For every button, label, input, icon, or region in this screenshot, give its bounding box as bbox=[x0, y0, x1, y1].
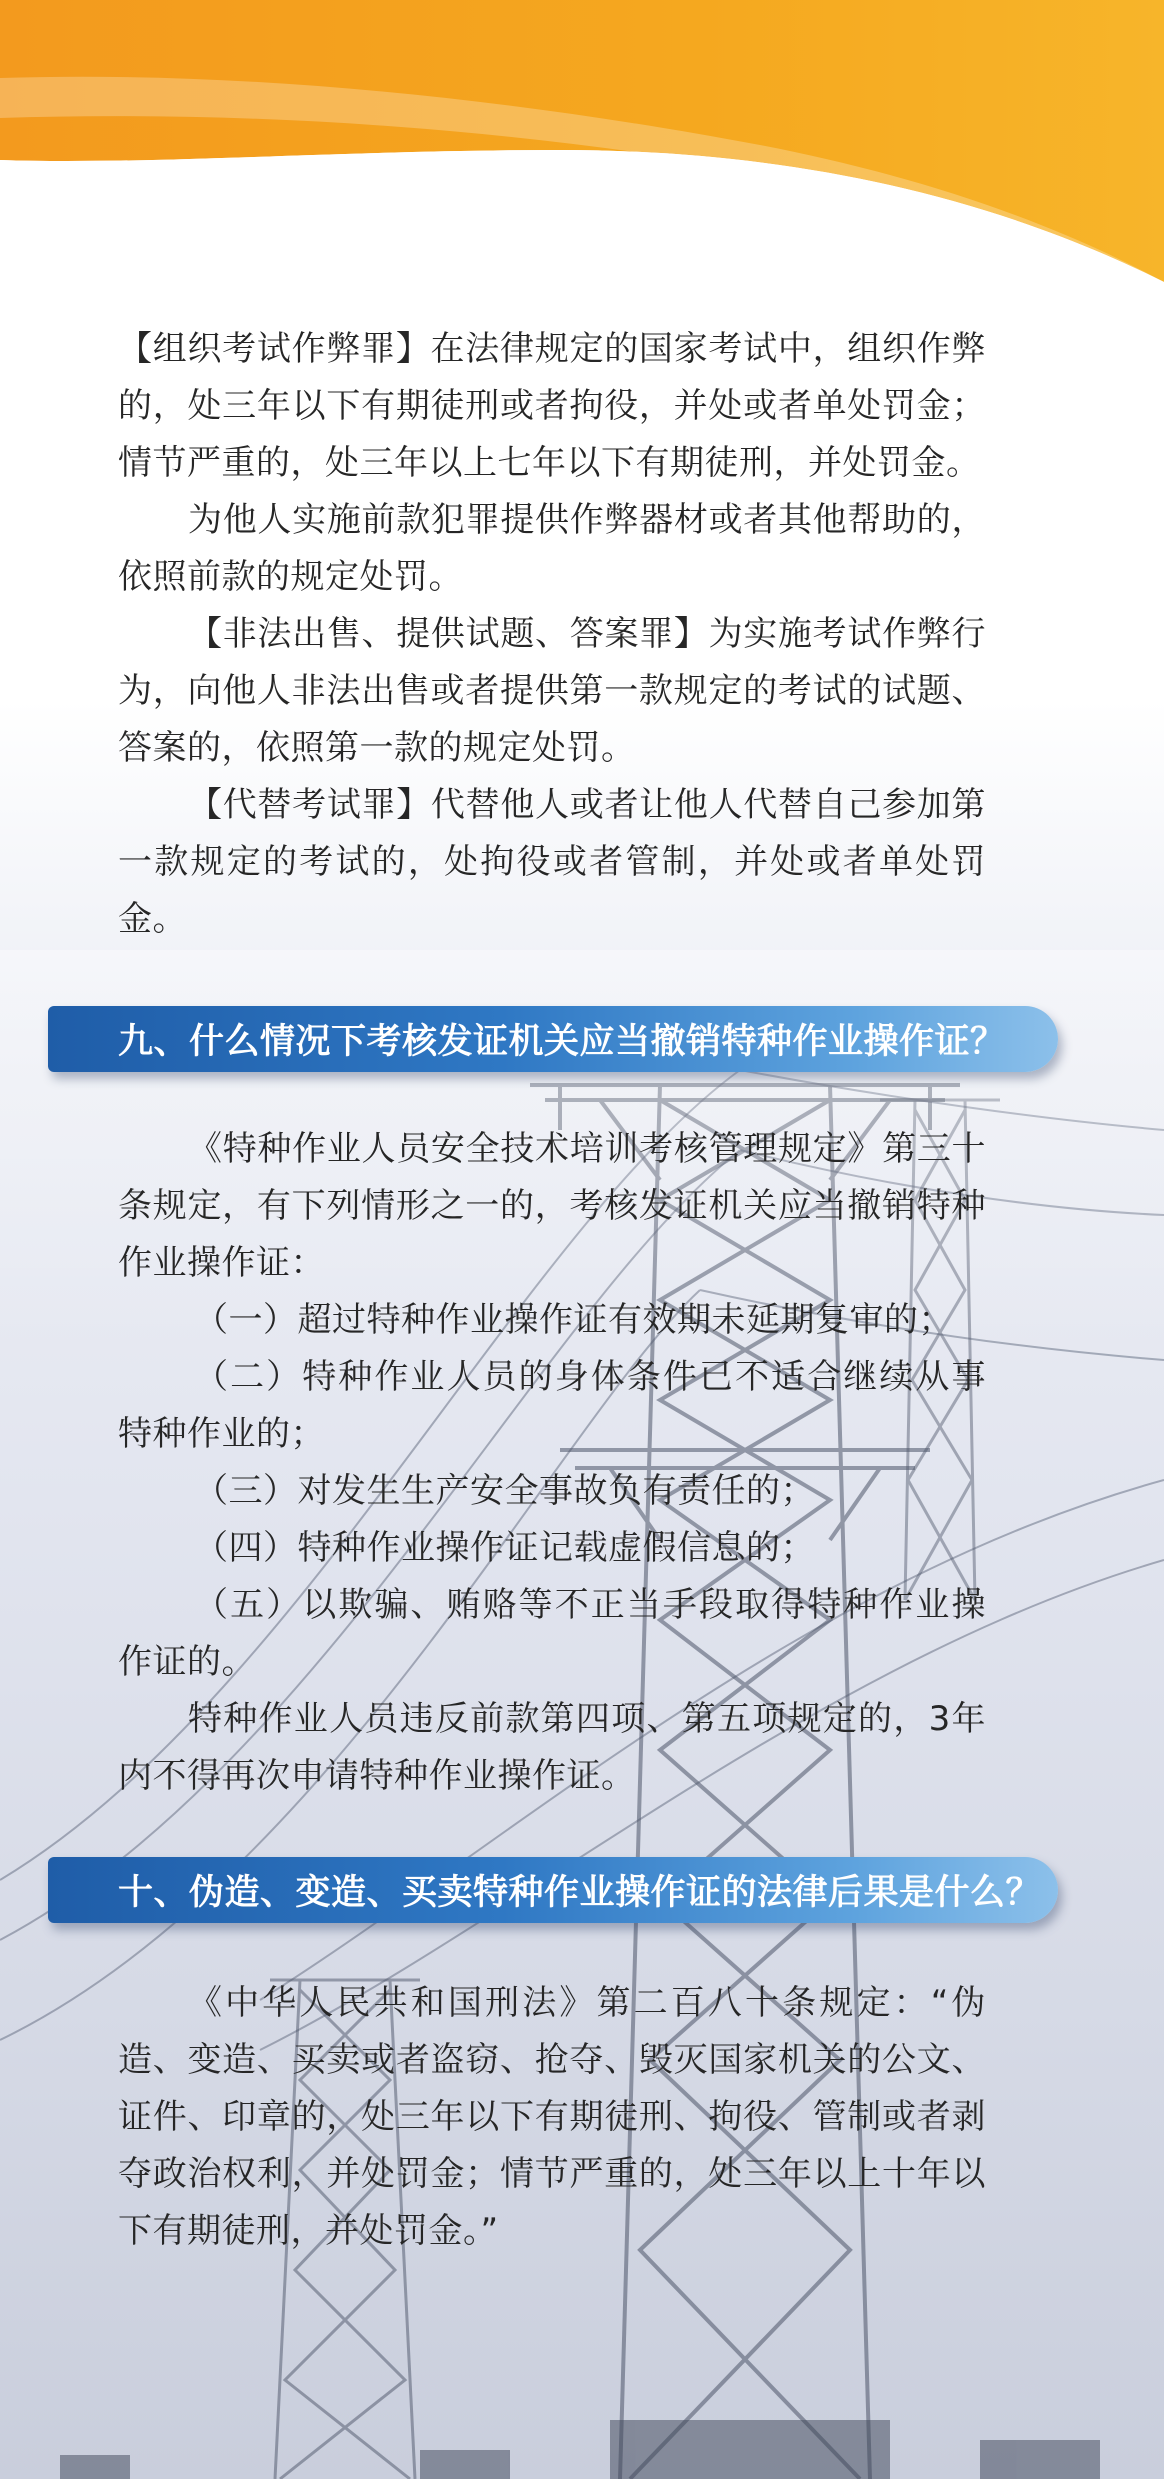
section-10-title: 十、伪造、变造、买卖特种作业操作证的法律后果是什么？ bbox=[118, 1873, 1042, 1913]
paragraph-sell-answers: 【非法出售、提供试题、答案罪】为实施考试作弊行为，向他人非法出售或者提供第一款规定的考试的试题、答案的，依照第一款的规定处罚。 bbox=[118, 614, 986, 768]
section-10-paragraph: 《中华人民共和国刑法》第二百八十条规定：“伪造、变造、买卖或者盗窃、抢夺、毁灭国家机关的公文、证件、印章的，处三年以下有期徒刑、拘役、管制或者剥夺政治权利，并处罚金；情节严重的，处三年以上十年以下有期徒刑，并处罚金。” bbox=[118, 1983, 986, 2251]
section-9-item-5: （五）以欺骗、贿赂等不正当手段取得特种作业操作证的。 bbox=[118, 1585, 986, 1682]
section-9-item-4: （四）特种作业操作证记载虚假信息的； bbox=[194, 1528, 815, 1568]
paragraph-substitute-exam: 【代替考试罪】代替他人或者让他人代替自己参加第一款规定的考试的，处拘役或者管制，并处或者单处罚金。 bbox=[118, 785, 986, 939]
section-9-body bbox=[118, 1121, 986, 1805]
section-9-title: 九、什么情况下考核发证机关应当撤销特种作业操作证？ bbox=[118, 1022, 1006, 1062]
section-10-banner bbox=[48, 1857, 1058, 1923]
section-9-banner bbox=[48, 1006, 1058, 1072]
section-9-closing: 特种作业人员违反前款第四项、第五项规定的，3年内不得再次申请特种作业操作证。 bbox=[118, 1699, 986, 1796]
section-9-item-1: （一）超过特种作业操作证有效期未延期复审的； bbox=[194, 1300, 953, 1340]
section-8-continued bbox=[118, 321, 986, 948]
paragraph-organize-cheating: 【组织考试作弊罪】在法律规定的国家考试中，组织作弊的，处三年以下有期徒刑或者拘役，并处或者单处罚金；情节严重的，处三年以上七年以下有期徒刑，并处罚金。 bbox=[118, 329, 986, 483]
section-9-item-2: （二）特种作业人员的身体条件已不适合继续从事特种作业的； bbox=[118, 1357, 986, 1454]
section-10-body bbox=[118, 1975, 986, 2260]
section-9-item-3: （三）对发生生产安全事故负有责任的； bbox=[194, 1471, 815, 1511]
section-9-intro: 《特种作业人员安全技术培训考核管理规定》第三十条规定，有下列情形之一的，考核发证机关应当撤销特种作业操作证： bbox=[118, 1129, 986, 1283]
paragraph-assist-cheating: 为他人实施前款犯罪提供作弊器材或者其他帮助的，依照前款的规定处罚。 bbox=[118, 500, 986, 597]
